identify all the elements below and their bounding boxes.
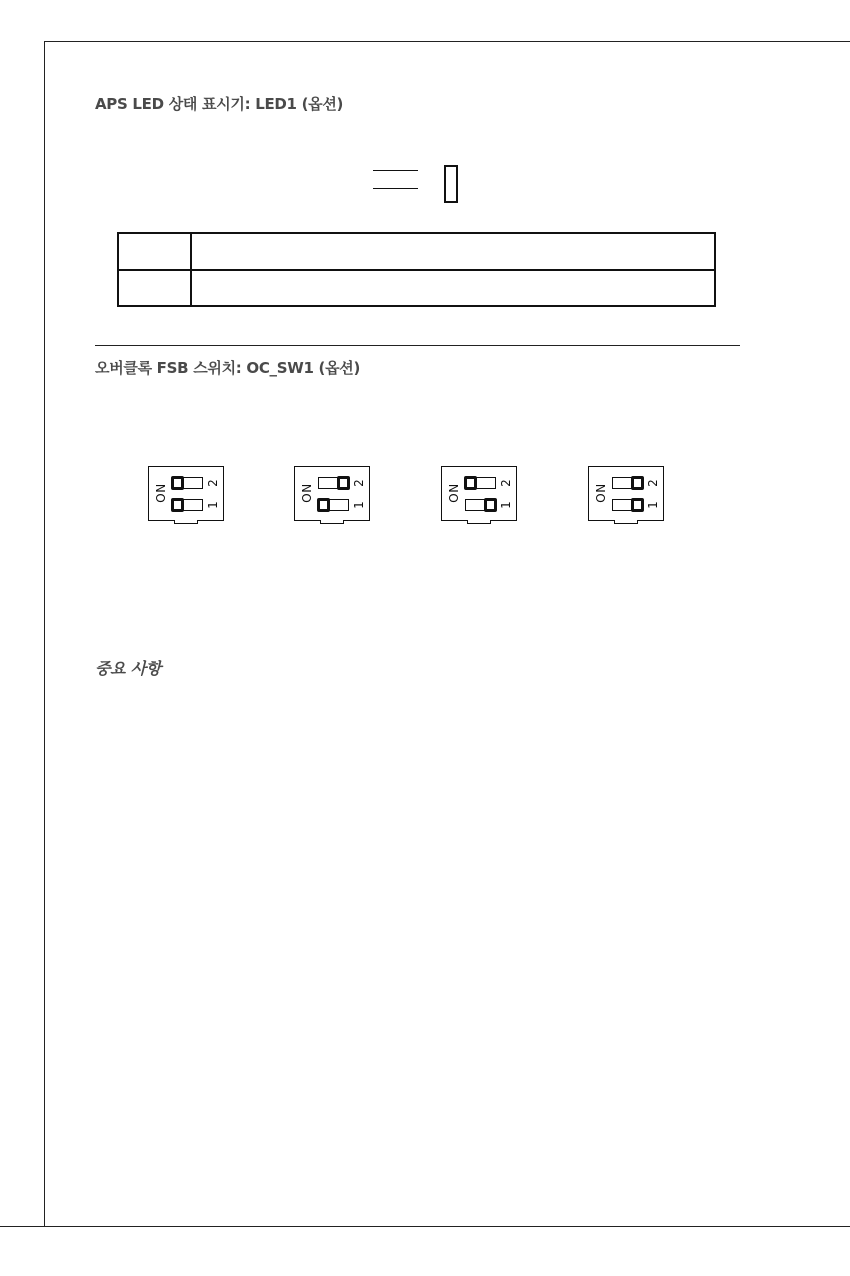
dip-switch-knob — [631, 498, 644, 512]
dip-notch — [320, 520, 344, 524]
led-indicator-icon — [444, 165, 458, 203]
dip-pin-number: 1 — [352, 501, 366, 509]
dip-switch-slot — [465, 499, 496, 511]
dip-switch-slot — [172, 499, 203, 511]
dip-switch-knob — [337, 476, 350, 490]
table-row — [118, 233, 715, 270]
oc-switch-heading: 오버클록 FSB 스위치: OC_SW1 (옵션) — [95, 359, 361, 377]
table-row — [118, 270, 715, 307]
dip-pin-number: 1 — [646, 501, 660, 509]
dip-switch-diagram — [148, 466, 224, 521]
dip-switch-knob — [484, 498, 497, 512]
dip-on-label: ON — [300, 483, 314, 503]
dip-pin-number: 2 — [499, 479, 513, 487]
dip-on-label: ON — [447, 483, 461, 503]
dip-switch-slot — [612, 477, 643, 489]
dip-on-label: ON — [154, 483, 168, 503]
dip-switch-knob — [464, 476, 477, 490]
dip-switch-slot — [318, 477, 349, 489]
dip-switch-knob — [171, 476, 184, 490]
dip-switch-knob — [317, 498, 330, 512]
dip-switch-knob — [171, 498, 184, 512]
led-status-table — [117, 232, 716, 307]
dip-on-label: ON — [594, 483, 608, 503]
dip-pin-number: 2 — [646, 479, 660, 487]
table-cell — [191, 270, 715, 307]
dip-switch-knob — [631, 476, 644, 490]
dip-pin-number: 1 — [206, 501, 220, 509]
dip-switch-diagram — [588, 466, 664, 521]
led-diagram-line-top — [373, 170, 418, 171]
page-frame-top — [44, 41, 850, 42]
important-heading: 중요 사항 — [95, 659, 161, 678]
dip-switch-slot — [318, 499, 349, 511]
dip-pin-number: 2 — [206, 479, 220, 487]
table-cell — [118, 233, 191, 270]
dip-notch — [614, 520, 638, 524]
page-frame-left — [44, 41, 45, 1226]
dip-switch-slot — [612, 499, 643, 511]
dip-pin-number: 1 — [499, 501, 513, 509]
dip-pin-number: 2 — [352, 479, 366, 487]
dip-switch-slot — [172, 477, 203, 489]
section-divider — [95, 345, 740, 346]
table-cell — [118, 270, 191, 307]
dip-switch-diagram — [294, 466, 370, 521]
dip-notch — [174, 520, 198, 524]
led-diagram-line-bottom — [373, 188, 418, 189]
dip-notch — [467, 520, 491, 524]
page-frame-bottom — [0, 1226, 850, 1227]
dip-switch-slot — [465, 477, 496, 489]
table-cell — [191, 233, 715, 270]
aps-led-heading: APS LED 상태 표시기: LED1 (옵션) — [95, 95, 344, 113]
dip-switch-diagram — [441, 466, 517, 521]
